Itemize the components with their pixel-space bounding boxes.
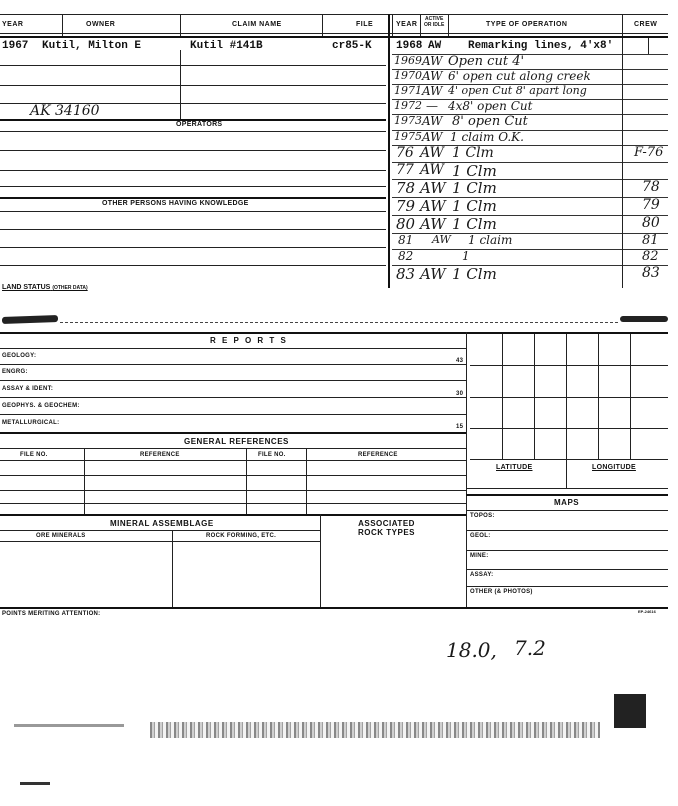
reports-right-border bbox=[466, 332, 467, 607]
record-owner: Kutil, Milton E bbox=[42, 40, 142, 52]
left-rule bbox=[0, 131, 386, 132]
op-operation: 1 Clm bbox=[452, 215, 497, 233]
header-crew: CREW bbox=[634, 21, 658, 28]
header-year-2: YEAR bbox=[396, 21, 418, 28]
col-sep bbox=[392, 14, 393, 36]
op-row bbox=[392, 162, 668, 180]
op-crew: 83 bbox=[642, 265, 660, 281]
scan-block bbox=[614, 694, 646, 728]
op-row bbox=[392, 99, 668, 115]
other-persons-label: OTHER PERSONS HAVING KNOWLEDGE bbox=[102, 200, 249, 207]
scan-noise bbox=[20, 782, 50, 785]
other-photos-label: OTHER (& PHOTOS) bbox=[470, 589, 533, 595]
form-number: EP-24616 bbox=[638, 609, 656, 614]
op-operation: 1 Clm bbox=[452, 179, 497, 197]
op-year: 78 bbox=[396, 179, 416, 197]
refs-rule bbox=[0, 448, 466, 449]
op-row bbox=[392, 249, 668, 266]
operators-label: OPERATORS bbox=[176, 121, 223, 128]
latitude-label: LATITUDE bbox=[496, 464, 533, 471]
header-owner: OWNER bbox=[86, 21, 116, 28]
header-active-idle bbox=[424, 16, 444, 28]
col-sep bbox=[622, 14, 623, 36]
op-operation: 1 claim O.K. bbox=[450, 130, 524, 144]
col-sep bbox=[322, 14, 323, 36]
left-rule bbox=[0, 229, 386, 230]
other-persons-rule bbox=[0, 197, 386, 199]
metallurgical-label: METALLURGICAL: bbox=[2, 420, 60, 426]
reports-rule bbox=[0, 348, 466, 349]
op-status: AW bbox=[422, 69, 443, 83]
geophys-label: GEOPHYS. & GEOCHEM: bbox=[2, 403, 80, 409]
refs-file-no-1: FILE NO. bbox=[20, 452, 48, 458]
operations-log bbox=[392, 38, 668, 288]
grid-line bbox=[470, 459, 668, 460]
header-active-idle-line2: OR IDLE bbox=[424, 22, 445, 28]
op-operation: 4x8' open Cut bbox=[448, 99, 533, 113]
op-status: AW bbox=[420, 197, 446, 215]
op-row bbox=[392, 38, 668, 55]
bottom-rule bbox=[0, 607, 668, 609]
op-col-sep bbox=[622, 38, 623, 288]
grid-line bbox=[470, 397, 668, 398]
op-col-sep bbox=[648, 38, 649, 54]
op-year: 77 bbox=[396, 162, 414, 178]
general-refs-rule bbox=[0, 432, 466, 434]
op-status: AW bbox=[422, 54, 443, 68]
maps-rule bbox=[466, 494, 668, 496]
record-file: cr85-K bbox=[332, 40, 372, 52]
land-status bbox=[2, 284, 88, 291]
refs-reference-2: REFERENCE bbox=[358, 452, 398, 458]
op-row bbox=[392, 179, 668, 198]
refs-col bbox=[246, 448, 247, 514]
latlon-sep bbox=[566, 460, 567, 488]
op-crew: 78 bbox=[642, 179, 660, 195]
scan-mark bbox=[2, 315, 58, 324]
op-row bbox=[392, 233, 668, 250]
col-sep-double bbox=[388, 14, 390, 288]
op-operation: 1 Clm bbox=[452, 162, 497, 180]
left-rule bbox=[0, 265, 386, 266]
geology-num: 43 bbox=[456, 358, 464, 364]
op-operation: 1 Clm bbox=[452, 265, 497, 283]
op-year: 83 bbox=[396, 265, 416, 283]
bottom-note-1: 18.0, bbox=[446, 638, 497, 662]
ore-minerals-label: ORE MINERALS bbox=[36, 533, 86, 539]
assay-label: ASSAY & IDENT: bbox=[2, 386, 54, 392]
op-status: AW bbox=[420, 179, 446, 197]
associated-line1: ASSOCIATED bbox=[358, 519, 415, 528]
op-row bbox=[392, 130, 668, 146]
op-year: 1970 bbox=[394, 69, 422, 82]
op-year: 80 bbox=[396, 215, 416, 233]
header-file: FILE bbox=[356, 21, 374, 28]
op-row bbox=[392, 54, 668, 70]
longitude-label: LONGITUDE bbox=[592, 464, 636, 471]
refs-reference-1: REFERENCE bbox=[140, 452, 180, 458]
header-type-of-operation: TYPE OF OPERATION bbox=[486, 21, 568, 28]
left-rule bbox=[0, 186, 386, 187]
metallurgical-num: 15 bbox=[456, 424, 464, 430]
associated-rock-types bbox=[358, 519, 415, 537]
record-ak-number: AK 34160 bbox=[30, 103, 100, 119]
reports-title: R E P O R T S bbox=[210, 336, 288, 345]
op-operation: 1 claim bbox=[468, 233, 513, 247]
op-row bbox=[392, 197, 668, 216]
mineral-rule bbox=[0, 541, 320, 542]
assay-map-label: ASSAY: bbox=[470, 572, 494, 578]
record-claim-name: Kutil #141B bbox=[190, 40, 263, 52]
op-crew: 80 bbox=[642, 215, 660, 231]
record-year: 1967 bbox=[2, 40, 29, 52]
reports-rule bbox=[0, 364, 466, 365]
op-operation: 1 bbox=[462, 249, 470, 263]
op-row bbox=[392, 114, 668, 131]
reports-rule bbox=[0, 397, 466, 398]
grid-line bbox=[470, 365, 668, 366]
op-year: 1968 bbox=[396, 40, 423, 52]
reports-rule bbox=[0, 414, 466, 415]
refs-rule bbox=[0, 475, 466, 476]
op-status: AW bbox=[432, 233, 451, 246]
op-year: 1972 bbox=[394, 99, 422, 112]
op-crew: 79 bbox=[642, 197, 660, 213]
refs-col bbox=[306, 448, 307, 514]
maps-title: MAPS bbox=[554, 498, 580, 507]
op-operation: 4' open Cut 8' apart long bbox=[448, 84, 587, 97]
left-rule bbox=[0, 211, 386, 212]
location-grid bbox=[470, 334, 668, 460]
op-row bbox=[392, 265, 668, 285]
op-year: 1971 bbox=[394, 84, 422, 97]
op-status: AW bbox=[420, 215, 446, 233]
maps-rule bbox=[466, 510, 668, 511]
scan-noise bbox=[150, 722, 600, 738]
op-operation: 1 Clm bbox=[452, 197, 497, 215]
col-sep bbox=[180, 14, 181, 36]
rock-forming-label: ROCK FORMING, ETC. bbox=[206, 533, 277, 539]
land-status-rule bbox=[60, 322, 618, 323]
general-references-title: GENERAL REFERENCES bbox=[184, 437, 289, 446]
geology-label: GEOLOGY: bbox=[2, 353, 37, 359]
op-crew: F-76 bbox=[634, 145, 664, 160]
op-row bbox=[392, 84, 668, 100]
header-claim-name: CLAIM NAME bbox=[232, 21, 282, 28]
left-rule bbox=[0, 65, 386, 66]
op-operation: 6' open cut along creek bbox=[448, 69, 591, 83]
op-year: 1975 bbox=[394, 130, 422, 143]
land-status-other: (OTHER DATA) bbox=[52, 285, 88, 291]
maps-rule bbox=[466, 569, 668, 570]
col-sep bbox=[420, 14, 421, 36]
op-operation: Open cut 4' bbox=[448, 54, 525, 69]
refs-col bbox=[84, 448, 85, 514]
op-status: AW bbox=[428, 40, 442, 52]
left-rule bbox=[0, 170, 386, 171]
left-rule bbox=[0, 247, 386, 248]
op-crew: 81 bbox=[642, 233, 659, 248]
op-operation: 8' open Cut bbox=[452, 114, 528, 129]
op-year: 81 bbox=[398, 233, 414, 247]
refs-rule bbox=[0, 460, 466, 461]
engrg-label: ENGRG: bbox=[2, 369, 28, 375]
maps-rule bbox=[466, 586, 668, 587]
mineral-rule bbox=[0, 514, 466, 516]
assay-num: 30 bbox=[456, 391, 464, 397]
op-status: AW bbox=[420, 162, 444, 178]
geol-label: GEOL: bbox=[470, 533, 491, 539]
op-status: AW bbox=[422, 114, 443, 128]
scan-noise bbox=[14, 724, 124, 727]
refs-rule bbox=[0, 490, 466, 491]
op-status: AW bbox=[422, 84, 443, 98]
bottom-note-2: 7.2 bbox=[514, 636, 546, 660]
op-operation: 1 Clm bbox=[452, 145, 494, 161]
topos-label: TOPOS: bbox=[470, 513, 495, 519]
points-meriting-label: POINTS MERITING ATTENTION: bbox=[2, 611, 101, 617]
grid-line bbox=[470, 428, 668, 429]
mineral-col bbox=[320, 514, 321, 607]
op-row bbox=[392, 69, 668, 85]
left-rule bbox=[0, 150, 386, 151]
left-rule bbox=[0, 85, 386, 86]
op-status: AW bbox=[420, 145, 444, 161]
col-sep bbox=[62, 14, 63, 36]
op-year: 1973 bbox=[394, 114, 422, 127]
col-sep bbox=[448, 14, 449, 36]
refs-file-no-2: FILE NO. bbox=[258, 452, 286, 458]
header-rule bbox=[0, 33, 668, 34]
op-status: AW bbox=[420, 265, 446, 283]
maps-rule bbox=[466, 530, 668, 531]
maps-rule bbox=[466, 550, 668, 551]
op-year: 82 bbox=[398, 249, 414, 263]
op-status: — bbox=[426, 99, 438, 113]
op-row bbox=[392, 145, 668, 163]
op-row bbox=[392, 215, 668, 234]
op-year: 79 bbox=[396, 197, 416, 215]
land-status-label: LAND STATUS bbox=[2, 284, 51, 291]
scan-mark bbox=[620, 316, 668, 322]
op-year: 1969 bbox=[394, 54, 422, 67]
op-crew: 82 bbox=[642, 249, 659, 264]
associated-line2: ROCK TYPES bbox=[358, 528, 416, 537]
top-rule bbox=[0, 14, 668, 15]
header-year: YEAR bbox=[2, 21, 24, 28]
mineral-col bbox=[172, 530, 173, 607]
op-operation: Remarking lines, 4'x8' bbox=[468, 40, 614, 52]
mineral-rule bbox=[0, 530, 320, 531]
refs-rule bbox=[0, 503, 466, 504]
header-active-idle-line1: ACTIVE bbox=[424, 16, 444, 22]
mineral-assemblage-title: MINERAL ASSEMBLAGE bbox=[110, 519, 214, 528]
maps-rule bbox=[466, 488, 668, 489]
reports-rule bbox=[0, 380, 466, 381]
op-status: AW bbox=[422, 130, 443, 144]
op-year: 76 bbox=[396, 145, 414, 161]
mine-label: MINE: bbox=[470, 553, 489, 559]
